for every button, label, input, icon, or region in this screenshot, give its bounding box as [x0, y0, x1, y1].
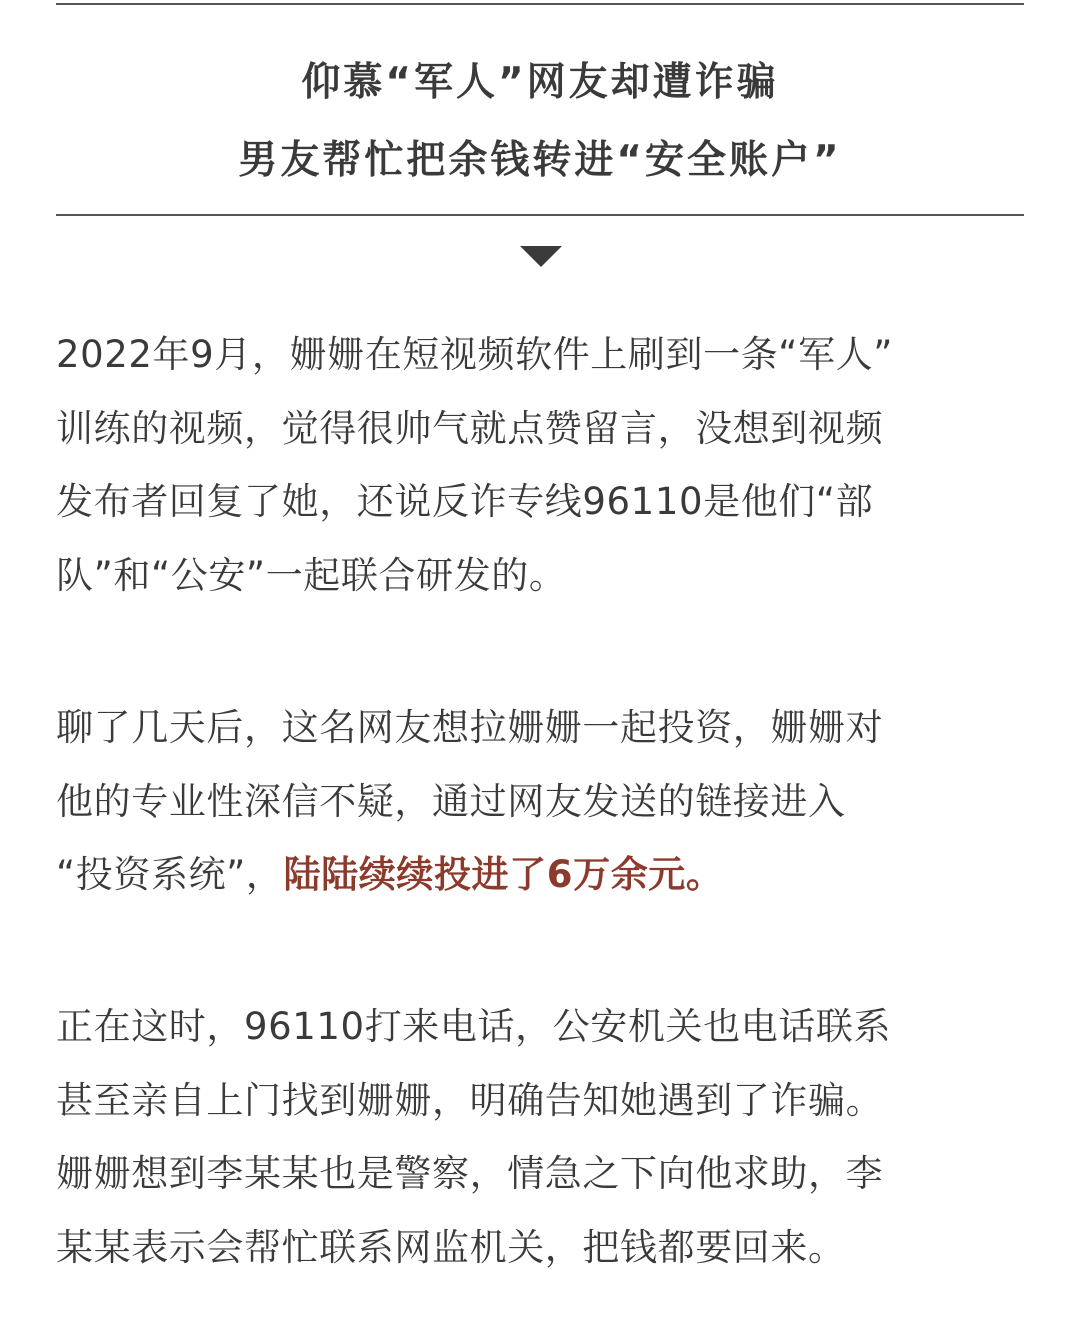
- paragraph-line: 甚至亲自上门找到姗姗，明确告知她遇到了诈骗。: [56, 1078, 884, 1122]
- headline-line-2: 男友帮忙把余钱转进“安全账户”: [238, 138, 842, 183]
- paragraph-2: [56, 691, 1024, 912]
- down-triangle-icon: [520, 246, 562, 267]
- paragraph-line: 他的专业性深信不疑，通过网友发送的链接进入: [56, 779, 846, 823]
- paragraph-line-with-highlight: [56, 838, 1024, 912]
- paragraph-line: 正在这时，96110打来电话，公安机关也电话联系: [56, 1005, 892, 1048]
- bottom-divider-line: [56, 214, 1024, 216]
- paragraph-line: 训练的视频，觉得很帅气就点赞留言，没想到视频: [56, 406, 884, 450]
- paragraph-text: “投资系统”，: [56, 853, 284, 896]
- paragraph-line: 聊了几天后，这名网友想拉姗姗一起投资，姗姗对: [56, 706, 884, 749]
- highlighted-amount-text: 陆陆续续投进了6万余元。: [283, 853, 724, 896]
- paragraph-line: 姗姗想到李某某也是警察，情急之下向他求助，李: [56, 1152, 884, 1195]
- top-divider-line: [56, 3, 1024, 5]
- paragraph-line: 队”和“公安”一起联合研发的。: [56, 553, 567, 597]
- paragraph-line: 某某表示会帮忙联系网监机关，把钱都要回来。: [56, 1225, 846, 1269]
- article-headline: [56, 44, 1024, 200]
- paragraph-3: [56, 990, 1024, 1284]
- paragraph-line: 2022年9月，姗姗在短视频软件上刷到一条“军人”: [56, 333, 894, 376]
- paragraph-line: 发布者回复了她，还说反诈专线96110是他们“部: [56, 480, 874, 523]
- paragraph-1: [56, 318, 1024, 612]
- headline-line-1: 仰慕“军人”网友却遭诈骗: [301, 60, 779, 105]
